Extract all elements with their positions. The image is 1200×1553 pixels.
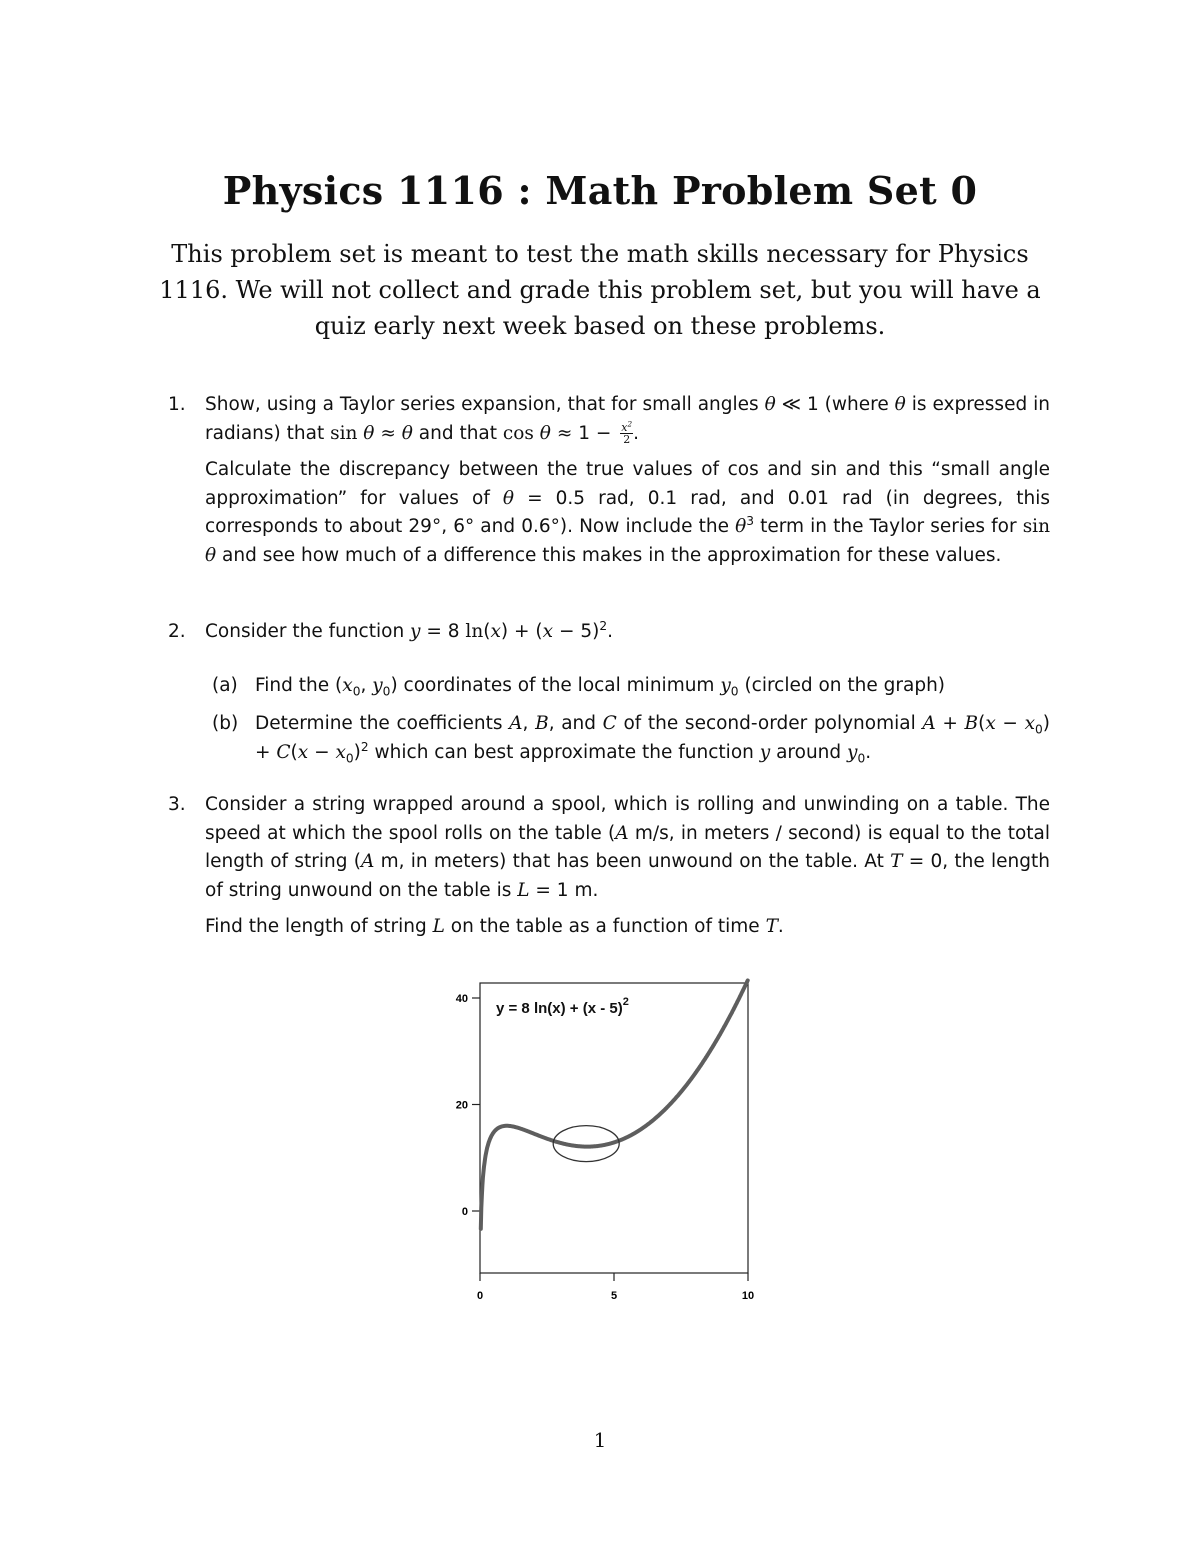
x-tick-label: 10 — [741, 1290, 755, 1302]
problem-2a-text: Find the ($x_0$, $y_0$) coordinates of the local minimum $y_0$ (circled on the graph) — [255, 675, 946, 699]
problem-1-task: Calculate the discrepancy between the true values of cos and sin and this “small angle approximation” for values of θ = 0.5 rad, 0.1 rad, and 0.01 rad (in degrees, this corresponds to about 29°, 6° and 0.6°). Now include the $\theta^3$ term in the Taylor series for sin θ and see how much of a difference this makes in the approximation for these values. — [205, 459, 1051, 566]
problem-3 — [168, 791, 1050, 942]
y-tick-label: 0 — [461, 1206, 468, 1218]
intro-paragraph: This problem set is meant to test the math skills necessary for Physics 1116. We will not collect and grade this problem set, but you will have a quiz early next week based on these problems. — [159, 240, 1041, 340]
problem-number: 2. — [168, 621, 186, 642]
y-tick-label: 20 — [455, 1099, 468, 1112]
x-tick-label: 0 — [476, 1290, 484, 1302]
y-tick-label: 40 — [455, 993, 468, 1005]
problem-2b-text: Determine the coefficients A, B, and C of the second-order polynomial $A + B(x - x_0) + C(x - x_0)^2$ which can best approximate the function y around $y_0$. — [255, 713, 1050, 766]
part-label: (a) — [212, 675, 238, 696]
problem-1 — [168, 391, 1050, 570]
problem-number: 3. — [168, 794, 186, 815]
page-number: 1 — [593, 1428, 607, 1452]
problem-2 — [168, 618, 1050, 647]
local-minimum-circle — [553, 1126, 619, 1162]
x-tick-label: 5 — [610, 1290, 618, 1302]
problem-2b — [212, 710, 1050, 767]
problem-number: 1. — [168, 394, 186, 415]
problem-3-task: Find the length of string L on the table as a function of time T. — [205, 916, 784, 937]
function-curve — [481, 980, 748, 1228]
problem-3-statement: Consider a string wrapped around a spool, which is rolling and unwinding on a table. The speed at which the spool rolls on the table (A m/s, in meters / second) is equal to the total length of string (A m, in meters) that has been unwound on the table. At T = 0, the length of string unwound on the table is L = 1 m. — [205, 794, 1050, 901]
problem-2-statement: Consider the function y = 8 $\ln(x) + (x - 5)^2$. — [205, 618, 613, 642]
chart-title: y = 8 ln(x) + (x - 5)$^2$ — [496, 996, 629, 1017]
problem-2a — [212, 672, 1050, 701]
plot-frame — [480, 983, 748, 1273]
page-title: Physics 1116 : Math Problem Set 0 — [222, 168, 978, 213]
problem-1-statement: Show, using a Taylor series expansion, that for small angles θ ≪ 1 (where θ is expressed in radians) that sin θ ≈ θ and that cos θ ≈ 1 − $\frac{x^2}{2}$ . — [205, 394, 1050, 446]
part-label: (b) — [212, 713, 239, 734]
